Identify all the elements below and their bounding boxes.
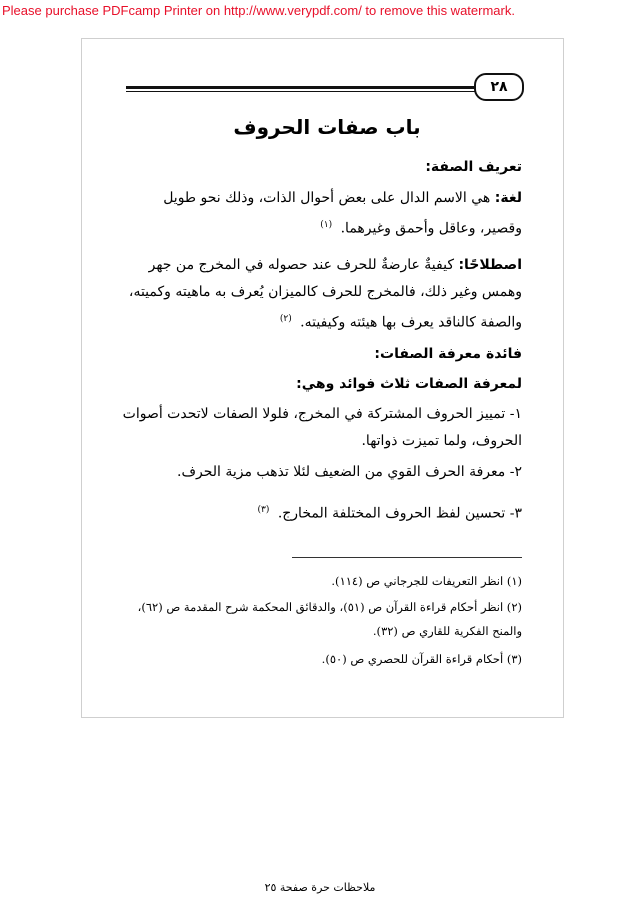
- footnote-2: (٢) انظر أحكام قراءة القرآن ص (٥١)، والدقائق المحكمة شرح المقدمة ص (٦٢)، والمنح الفكرية للقاري ص (٣٢).: [137, 600, 522, 638]
- watermark-text: Please purchase PDFcamp Printer on http://www.verypdf.com/ to remove this watermark.: [2, 3, 515, 18]
- footnote-1: (١) انظر التعريفات للجرجاني ص (١١٤).: [331, 574, 522, 588]
- document-page: [81, 38, 564, 718]
- page-number-badge: ٢٨: [474, 73, 524, 101]
- benefit-subheading: لمعرفة الصفات ثلاث فوائد وهي:: [296, 376, 522, 392]
- lugha-paragraph: [122, 185, 522, 243]
- lugha-text: هي الاسم الدال على بعض أحوال الذات، وذلك نحو طويل وقصير، وعاقل وأحمق وغيرهما.: [163, 190, 522, 237]
- footnote-mark-1: (١): [320, 220, 333, 230]
- benefit-item-3: [122, 497, 522, 528]
- istilah-label: اصطلاحًا:: [458, 257, 522, 273]
- benefit-item-1: ١- تمييز الحروف المشتركة في المخرج، فلولا الصفات لاتحدت أصوات الحروف، ولما تميزت ذواتها.: [122, 406, 522, 449]
- istilah-paragraph: [122, 252, 522, 337]
- footnote-mark-3: (٣): [257, 505, 270, 515]
- header-rule: [126, 86, 506, 89]
- header-rule-thin: [126, 91, 506, 92]
- definition-heading: تعريف الصفة:: [425, 159, 522, 175]
- chapter-title: باب صفات الحروف: [233, 115, 421, 139]
- benefit-item-3-text: ٣- تحسين لفظ الحروف المختلفة المخارج.: [277, 505, 522, 522]
- footnote-mark-2: (٢): [279, 314, 292, 324]
- page-footer: ملاحظات حرة صفحة ٢٥: [264, 881, 376, 894]
- benefit-item-2: ٢- معرفة الحرف القوي من الضعيف لئلا تذهب مزية الحرف.: [177, 464, 522, 480]
- istilah-text: كيفيةٌ عارضةٌ للحرف عند حصوله في المخرج من جهر وهمس وغير ذلك، فالمخرج للحرف كالميزان يُعرف به ماهيته وكميته، والصفة كالناقد يعرف بها هيئته وكيفيته.: [128, 257, 522, 331]
- footnote-separator: [292, 557, 522, 558]
- benefit-heading: فائدة معرفة الصفات:: [374, 346, 522, 362]
- lugha-label: لغة:: [494, 190, 522, 206]
- footnote-3: (٣) أحكام قراءة القرآن للحصري ص (٥٠).: [321, 652, 522, 666]
